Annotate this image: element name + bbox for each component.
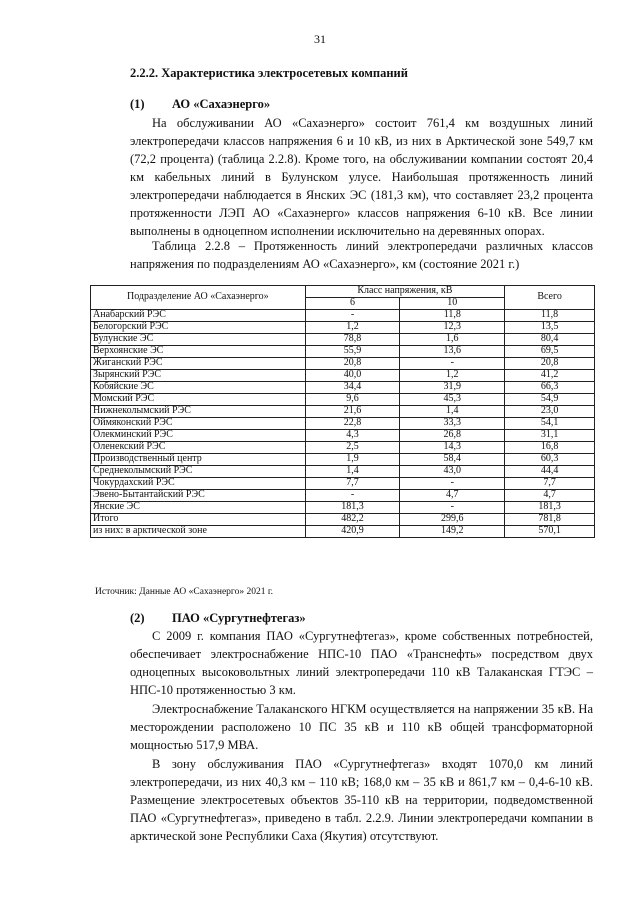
division-cell: Момский РЭС — [91, 394, 306, 406]
total-cell: 31,1 — [505, 430, 595, 442]
value-10kv-cell: 26,8 — [400, 430, 505, 442]
value-10kv-cell: 1,6 — [400, 334, 505, 346]
value-10kv-cell: 11,8 — [400, 310, 505, 322]
header-6kv: 6 — [305, 298, 400, 310]
value-6kv-cell: 9,6 — [305, 394, 400, 406]
total-cell: 23,0 — [505, 406, 595, 418]
table-source: Источник: Данные АО «Сахаэнерго» 2021 г. — [95, 587, 274, 597]
table-row — [91, 478, 595, 490]
company1-paragraph: На обслуживании АО «Сахаэнерго» состоит 761,4 км воздушных линий электропередачи классов напряжения 6 и 10 кВ, из них в Арктической зоне 549,7 км (72,2 процента) (таблица 2.2.8). Кроме того, на обслуживании компании состоят 20,4 км кабельных линий в Булунском улусе. Наибольшая протяженность линий электропередачи наблюдается в Янских ЭС (181,3 км), что составляет 23,2 процента протяженности ЛЭП АО «Сахаэнерго» классов напряжения 6-10 кВ. Все линии выполнены в одноцепном исполнении исключительно на деревянных опорах. — [130, 116, 593, 238]
value-6kv-cell: 2,5 — [305, 442, 400, 454]
value-6kv-cell: 78,8 — [305, 334, 400, 346]
company1-number: (1) — [130, 97, 145, 111]
value-6kv-cell: 1,2 — [305, 322, 400, 334]
value-6kv-cell: - — [305, 490, 400, 502]
division-cell: Жиганский РЭС — [91, 358, 306, 370]
division-cell: Анабарский РЭС — [91, 310, 306, 322]
total-cell: 181,3 — [505, 502, 595, 514]
table-row — [91, 370, 595, 382]
total-cell: 570,1 — [505, 526, 595, 538]
total-cell: 781,8 — [505, 514, 595, 526]
total-cell: 60,3 — [505, 454, 595, 466]
division-cell: Производственный центр — [91, 454, 306, 466]
total-cell: 11,8 — [505, 310, 595, 322]
value-10kv-cell: 4,7 — [400, 490, 505, 502]
table-row — [91, 334, 595, 346]
lines-table — [90, 285, 595, 538]
total-cell: 4,7 — [505, 490, 595, 502]
total-cell: 69,5 — [505, 346, 595, 358]
division-cell: Янские ЭС — [91, 502, 306, 514]
division-cell: Оймяконский РЭС — [91, 418, 306, 430]
value-10kv-cell: - — [400, 358, 505, 370]
total-cell: 13,5 — [505, 322, 595, 334]
division-cell: Оленекский РЭС — [91, 442, 306, 454]
division-cell: Эвено-Бытантайский РЭС — [91, 490, 306, 502]
table-row — [91, 442, 595, 454]
company1-name: АО «Сахаэнерго» — [172, 97, 271, 111]
value-6kv-cell: 55,9 — [305, 346, 400, 358]
section-heading: 2.2.2. Характеристика электросетевых компаний — [130, 66, 408, 80]
value-6kv-cell: 420,9 — [305, 526, 400, 538]
value-10kv-cell: 14,3 — [400, 442, 505, 454]
value-10kv-cell: 45,3 — [400, 394, 505, 406]
value-6kv-cell: 1,9 — [305, 454, 400, 466]
table-row — [91, 490, 595, 502]
company2-paragraph-3: В зону обслуживания ПАО «Сургутнефтегаз» входят 1070,0 км линий электропередачи, из них 40,3 км – 110 кВ; 168,0 км – 35 кВ и 861,7 км – 0,4-6-10 кВ. Размещение электросетевых объектов 35-110 кВ на территории, подведомственной ПАО «Сургутнефтегаз», приведено в табл. 2.2.9. Линии электропередачи компании в арктической зоне Республики Саха (Якутия) отсутствуют. — [130, 757, 593, 843]
total-cell: 44,4 — [505, 466, 595, 478]
value-6kv-cell: - — [305, 310, 400, 322]
table-row — [91, 406, 595, 418]
value-6kv-cell: 7,7 — [305, 478, 400, 490]
header-10kv: 10 — [400, 298, 505, 310]
total-cell: 54,9 — [505, 394, 595, 406]
division-cell: Олекминский РЭС — [91, 430, 306, 442]
table-row — [91, 310, 595, 322]
value-10kv-cell: 58,4 — [400, 454, 505, 466]
division-cell: Булунские ЭС — [91, 334, 306, 346]
value-6kv-cell: 22,8 — [305, 418, 400, 430]
value-10kv-cell: 13,6 — [400, 346, 505, 358]
table-row — [91, 418, 595, 430]
value-6kv-cell: 40,0 — [305, 370, 400, 382]
value-10kv-cell: 43,0 — [400, 466, 505, 478]
table-row — [91, 358, 595, 370]
company2-paragraph-1: С 2009 г. компания ПАО «Сургутнефтегаз», кроме собственных потребностей, обеспечивает электроснабжение НПС-10 ПАО «Транснефть» посредством двух одноцепных высоковольтных линий электропередачи 110 кВ Талаканская ГТЭС – НПС-10 протяженностью 3 км. — [130, 629, 593, 697]
division-cell: Верхоянские ЭС — [91, 346, 306, 358]
header-voltage: Класс напряжения, кВ — [305, 286, 505, 298]
header-total: Всего — [505, 286, 595, 310]
table-row — [91, 322, 595, 334]
value-6kv-cell: 20,8 — [305, 358, 400, 370]
table-row — [91, 514, 595, 526]
total-cell: 16,8 — [505, 442, 595, 454]
company2-paragraph-2: Электроснабжение Талаканского НГКМ осуществляется на напряжении 35 кВ. На месторождении расположено 10 ПС 35 кВ и 110 кВ общей трансформаторной мощностью 517,9 МВА. — [130, 702, 593, 752]
division-cell: Среднеколымский РЭС — [91, 466, 306, 478]
total-cell: 20,8 — [505, 358, 595, 370]
value-10kv-cell: 1,4 — [400, 406, 505, 418]
value-6kv-cell: 1,4 — [305, 466, 400, 478]
value-6kv-cell: 482,2 — [305, 514, 400, 526]
value-6kv-cell: 4,3 — [305, 430, 400, 442]
division-cell: Нижнеколымский РЭС — [91, 406, 306, 418]
total-cell: 7,7 — [505, 478, 595, 490]
value-10kv-cell: - — [400, 478, 505, 490]
company2-name: ПАО «Сургутнефтегаз» — [172, 611, 306, 625]
table-row — [91, 454, 595, 466]
header-division: Подразделение АО «Сахаэнерго» — [91, 286, 306, 310]
total-cell: 80,4 — [505, 334, 595, 346]
value-10kv-cell: 1,2 — [400, 370, 505, 382]
page-number: 31 — [314, 32, 326, 46]
value-10kv-cell: 149,2 — [400, 526, 505, 538]
value-6kv-cell: 181,3 — [305, 502, 400, 514]
table-row — [91, 346, 595, 358]
table-row — [91, 466, 595, 478]
value-10kv-cell: 12,3 — [400, 322, 505, 334]
value-10kv-cell: 299,6 — [400, 514, 505, 526]
company2-number: (2) — [130, 611, 145, 625]
table-caption: Таблица 2.2.8 – Протяженность линий электропередачи различных классов напряжения по подразделениям АО «Сахаэнерго», км (состояние 2021 г.) — [130, 239, 593, 271]
table-row — [91, 430, 595, 442]
value-10kv-cell: 33,3 — [400, 418, 505, 430]
value-6kv-cell: 21,6 — [305, 406, 400, 418]
division-cell: Кобяйские ЭС — [91, 382, 306, 394]
value-10kv-cell: - — [400, 502, 505, 514]
table-row — [91, 382, 595, 394]
division-cell: из них: в арктической зоне — [91, 526, 306, 538]
division-cell: Чокурдахский РЭС — [91, 478, 306, 490]
division-cell: Белогорский РЭС — [91, 322, 306, 334]
total-cell: 41,2 — [505, 370, 595, 382]
division-cell: Зырянский РЭС — [91, 370, 306, 382]
total-cell: 54,1 — [505, 418, 595, 430]
division-cell: Итого — [91, 514, 306, 526]
value-6kv-cell: 34,4 — [305, 382, 400, 394]
table-row — [91, 502, 595, 514]
table-row — [91, 394, 595, 406]
table-row — [91, 526, 595, 538]
total-cell: 66,3 — [505, 382, 595, 394]
value-10kv-cell: 31,9 — [400, 382, 505, 394]
